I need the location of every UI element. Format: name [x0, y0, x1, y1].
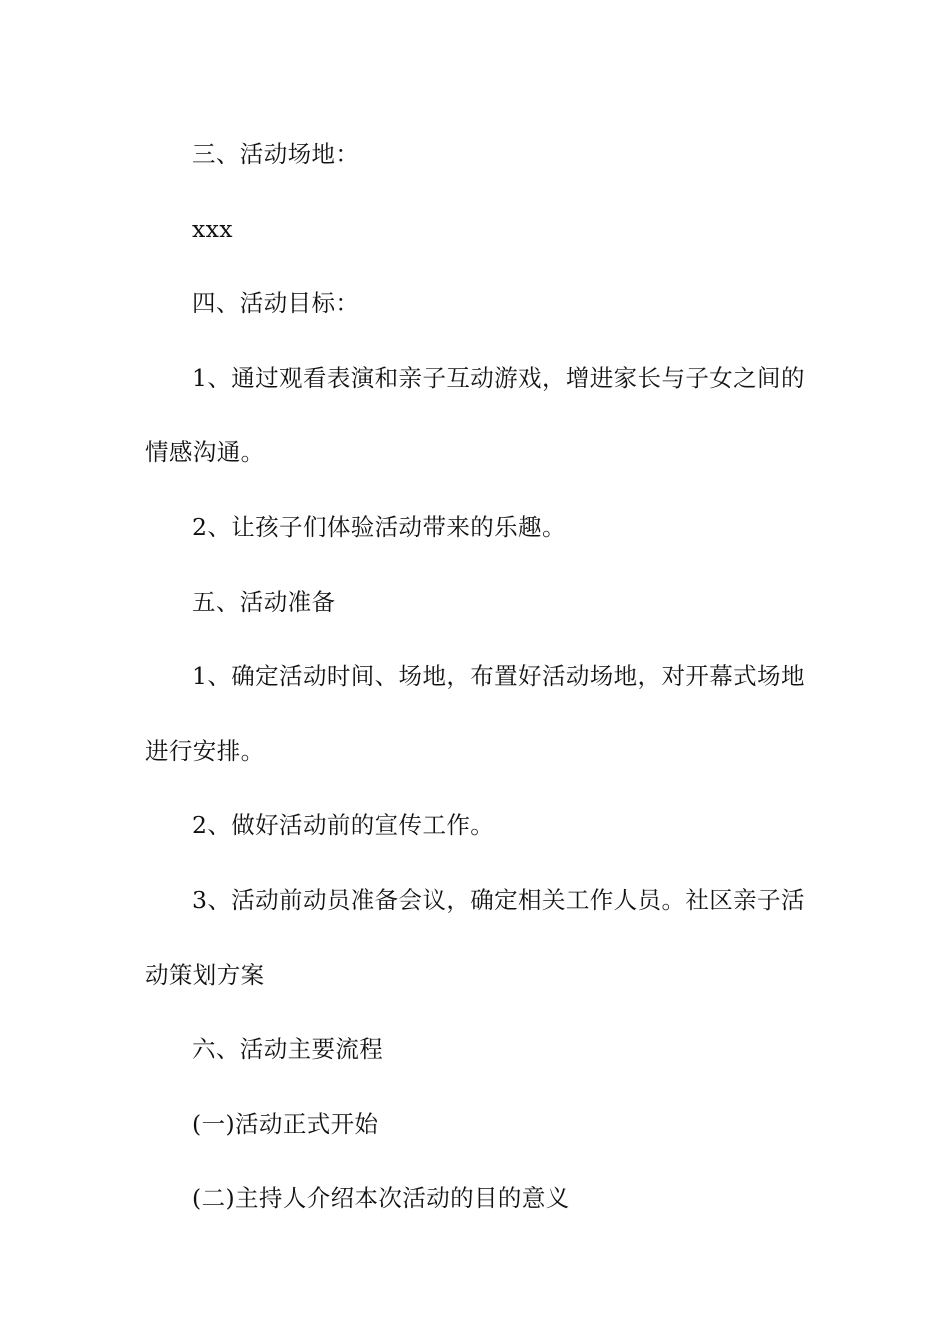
- goal-item-1-line-1: 1、通过观看表演和亲子互动游戏，增进家长与子女之间的: [192, 363, 805, 392]
- venue-value: xxx: [192, 214, 233, 243]
- document-body: [145, 127, 810, 1246]
- preparation-item-3-line-2: 动策划方案: [145, 960, 265, 989]
- preparation-item-3-line-1: 3、活动前动员准备会议，确定相关工作人员。社区亲子活: [192, 885, 805, 914]
- section-heading-goals: 四、活动目标：: [192, 289, 360, 318]
- process-step-1: (一)活动正式开始: [192, 1109, 379, 1138]
- section-heading-venue: 三、活动场地：: [192, 140, 360, 168]
- goal-item-1-line-2: 情感沟通。: [145, 438, 265, 467]
- process-step-2: (二)主持人介绍本次活动的目的意义: [192, 1184, 570, 1213]
- section-heading-process: 六、活动主要流程: [192, 1035, 384, 1064]
- section-heading-preparation: 五、活动准备: [192, 587, 336, 616]
- goal-item-2: 2、让孩子们体验活动带来的乐趣。: [192, 512, 566, 541]
- preparation-item-1-line-1: 1、确定活动时间、场地，布置好活动场地，对开幕式场地: [192, 662, 805, 691]
- preparation-item-2: 2、做好活动前的宣传工作。: [192, 811, 495, 840]
- preparation-item-1-line-2: 进行安排。: [145, 736, 265, 765]
